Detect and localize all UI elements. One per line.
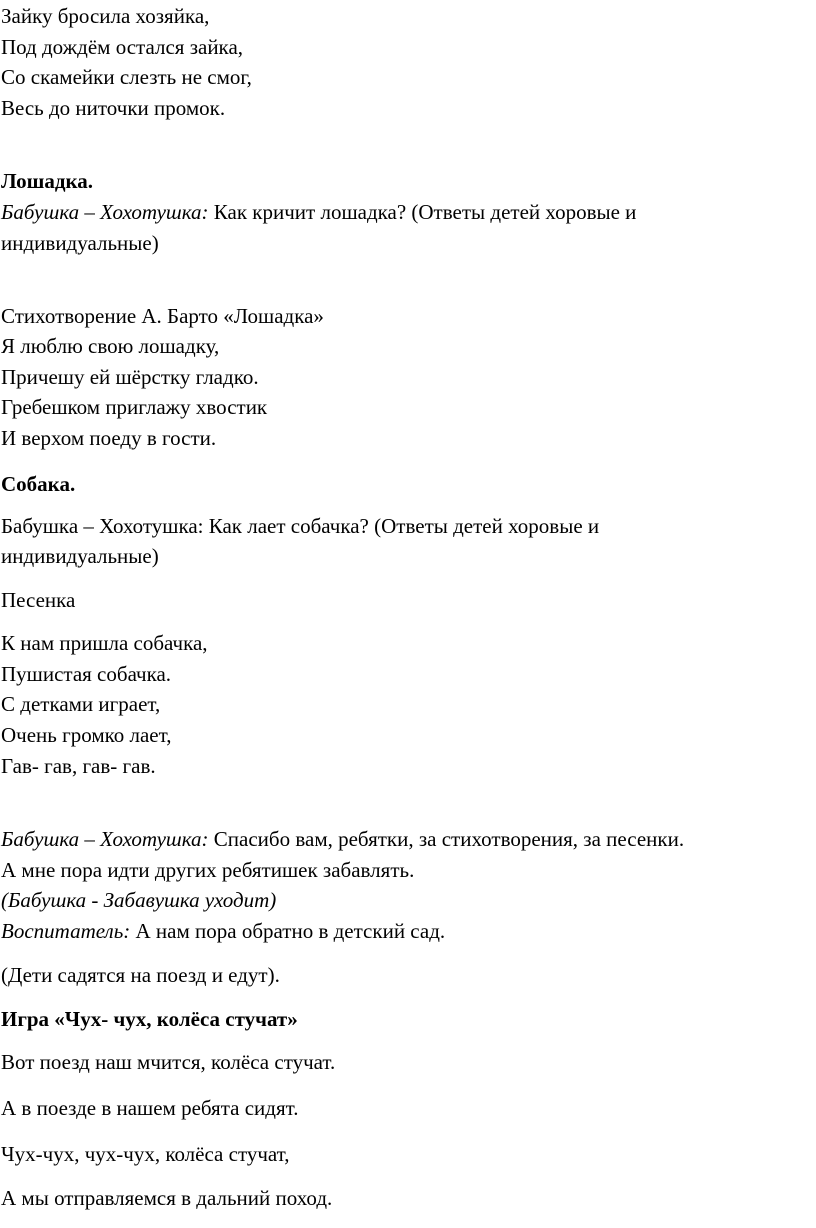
song-line: С детками играет, [1,692,161,716]
poem-line: Причешу ей шёрстку гладко. [1,365,259,389]
dialogue-line: Бабушка – Хохотушка: Как лает собачка? (Ответы детей хоровые и [1,514,600,538]
dialogue-text: Спасибо вам, ребятки, за стихотворения, за песенки. [208,827,685,851]
game-line: А в поезде в нашем ребята сидят. [1,1096,299,1120]
song-line: К нам пришла собачка, [1,631,208,655]
speaker-label: Воспитатель: [1,919,131,943]
poem-line: Под дождём остался зайка, [1,35,244,59]
section-heading-sobaka: Собака. [1,472,76,496]
dialogue-text: Как кричит лошадка? (Ответы детей хоровые и [208,200,637,224]
song-line: Очень громко лает, [1,723,172,747]
section-heading-loshadka: Лошадка. [1,169,94,193]
dialogue-line [1,918,445,944]
poem-line: Гребешком приглажу хвостик [1,395,268,419]
game-line: А мы отправляемся в дальний поход. [1,1186,333,1210]
speaker-label: Бабушка – Хохотушка: [1,200,209,224]
dialogue-line: индивидуальные) [1,544,159,568]
dialogue-line: индивидуальные) [1,231,159,255]
game-line: Вот поезд наш мчится, колёса стучат. [1,1050,336,1074]
poem-line: Я люблю свою лошадку, [1,334,220,358]
dialogue-line [1,826,684,852]
dialogue-line [1,199,636,225]
song-line: Гав- гав, гав- гав. [1,754,156,778]
poem-line: Со скамейки слезть не смог, [1,65,252,89]
poem-line: Зайку бросила хозяйка, [1,4,210,28]
poem-title: Стихотворение А. Барто «Лошадка» [1,304,324,328]
speaker-label: Бабушка – Хохотушка: [1,827,209,851]
song-line: Пушистая собачка. [1,662,172,686]
poem-line: Весь до ниточки промок. [1,96,226,120]
poem-line: И верхом поеду в гости. [1,426,217,450]
dialogue-line: А мне пора идти других ребятишек забавлять. [1,858,415,882]
song-title: Песенка [1,588,76,612]
game-line: Чух-чух, чух-чух, колёса стучат, [1,1142,290,1166]
section-heading-game: Игра «Чух- чух, колёса стучат» [1,1007,298,1031]
action-line: (Дети садятся на поезд и едут). [1,963,280,987]
dialogue-text: А нам пора обратно в детский сад. [130,919,446,943]
stage-direction: (Бабушка - Забавушка уходит) [1,888,277,912]
